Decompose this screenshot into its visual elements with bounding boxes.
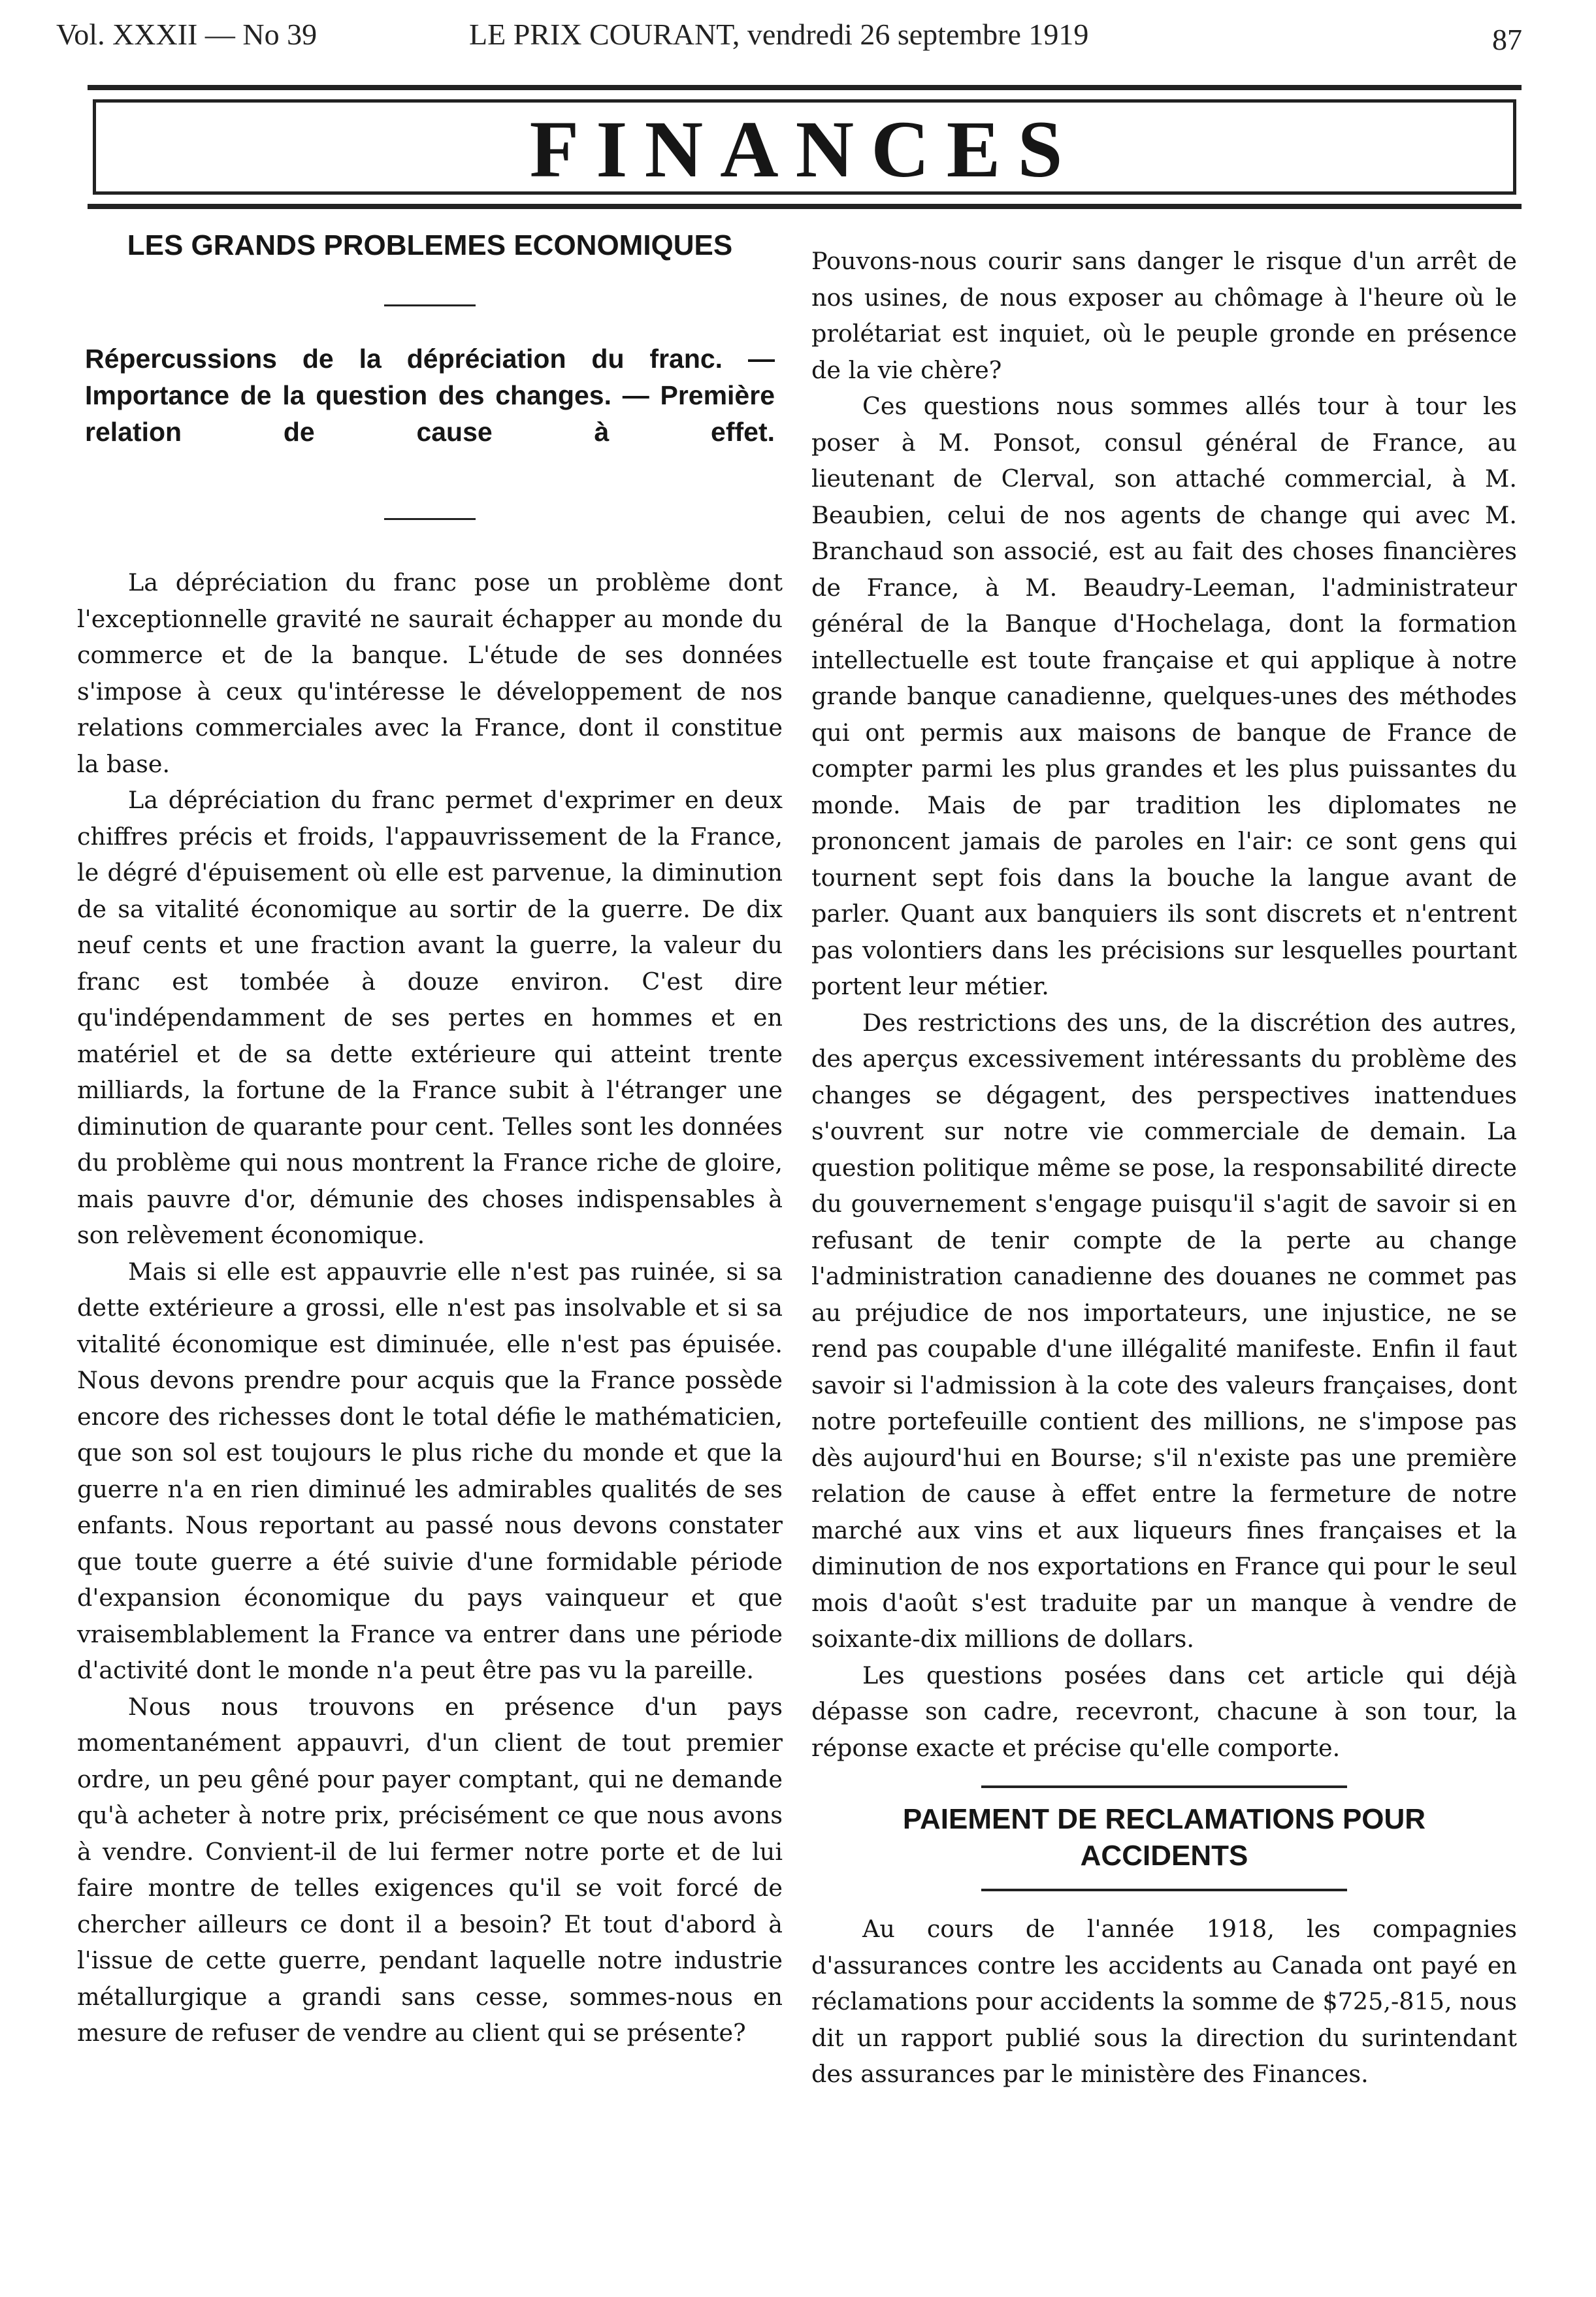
paragraph: Les questions posées dans cet article qui déjà dépasse son cadre, recevront, chacune à son tour, la réponse exacte et précise qu'elle comporte. [811, 1661, 1517, 1762]
article-title-2: PAIEMENT DE RECLAMATIONS POUR ACCIDENTS [902, 1803, 1426, 1872]
paragraph: Nous nous trouvons en présence d'un pays momentanément appauvri, d'un client de tout premier ordre, un peu gêné pour payer comptant, qui ne demande qu'à acheter à notre prix, précisément ce que nous avons à vendre. Convient-il de lui fermer notre porte et de lui faire montre de telles exigences qu'il se voit forcé de chercher ailleurs ce dont il a besoin? Et tout d'abord à l'issue de cette guerre, pendant laquelle notre industrie métallurgique a grandi sans cesse, sommes-nous en mesure de refuser de vendre au client qui se présente? [77, 1692, 783, 2047]
running-head [0, 17, 1596, 56]
paragraph: Au cours de l'année 1918, les compagnies d'assurances contre les accidents au Canada ont payé en réclamations pour accidents la somme de $725,-815, nous dit un rapport publié sous la direction du surintendant des assurances par le ministère des Finances. [811, 1915, 1517, 2088]
right-column [811, 222, 1517, 2093]
paragraph: La dépréciation du franc pose un problème dont l'exceptionnelle gravité ne saurait échapper au monde du commerce et de la banque. L'étude de ses données s'impose à ceux qu'intéresse le développement de nos relations commerciales avec la France, dont il constitue la base. [77, 568, 783, 778]
divider [981, 1785, 1347, 1788]
section-title: FINANCES [529, 105, 1080, 194]
section-banner [88, 85, 1522, 209]
article-body-right [811, 243, 1517, 1766]
volume-number: Vol. XXXII — No 39 [56, 18, 318, 51]
article-subtitle: Répercussions de la dépréciation du franc. — Importance de la question des changes. — Première relation de cause à effet. [85, 344, 775, 447]
paragraph: Pouvons-nous courir sans danger le risque d'un arrêt de nos usines, de nous exposer au chômage à l'heure où le prolétariat est inquiet, où le peuple gronde en présence de la vie chère? [811, 247, 1517, 384]
paragraph: La dépréciation du franc permet d'exprimer en deux chiffres précis et froids, l'appauvrissement de la France, le dégré d'épuisement où elle est parvenue, la diminution de sa vitalité économique au sortir de la guerre. De dix neuf cents et une fraction avant la guerre, la valeur du franc est tombée à douze environ. C'est dire qu'indépendamment de ses pertes en hommes et en matériel et de sa dette extérieure qui atteint trente milliards, la fortune de la France subit à l'étranger une diminution de quarante pour cent. Telles sont les données du problème qui nous montrent la France riche de gloire, mais pauvre d'or, démunie des choses indispensables à son relèvement économique. [77, 786, 783, 1249]
divider [384, 304, 476, 306]
paragraph: Ces questions nous sommes allés tour à tour les poser à M. Ponsot, consul général de France, au lieutenant de Clerval, son attaché commercial, à M. Beaubien, celui de nos agents de change qui avec M. Branchaud son associé, est au fait des choses financières de France, à M. Beaudry-Leeman, l'administrateur général de la Banque d'Hochelaga, dont la formation intellectuelle est toute française et qui applique à notre grande banque canadienne, quelques-unes des méthodes qui ont permis aux maisons de banque de France de compter parmi les plus grandes et les plus puissantes du monde. Mais de par tradition les diplomates ne prononcent jamais de paroles en l'air: ce sont gens qui tournent sept fois dans la bouche la langue avant de parler. Quant aux banquiers ils sont discrets et n'entrent pas volontiers dans les précisions sur lesquelles pourtant portent leur métier. [811, 392, 1517, 1000]
paragraph: Mais si elle est appauvrie elle n'est pas ruinée, si sa dette extérieure a grossi, elle n'est pas insolvable et si sa vitalité économique est diminuée, elle n'est pas épuisée. Nous devons prendre pour acquis que la France possède encore des richesses dont le total défie le mathématicien, que son sol est toujours le plus riche du monde et que la guerre n'a en rien diminué les admirables qualités de ses enfants. Nous reportant au passé nous devons constater que toute guerre a été suivie d'une formidable période d'expansion économique du pays vainqueur et que vraisemblablement la France va entrer dans une période d'activité dont le monde n'a peut être pas vu la pareille. [77, 1257, 783, 1684]
paragraph: Des restrictions des uns, de la discrétion des autres, des aperçus excessivement intéressants du problème des changes se dégagent, des perspectives inattendues s'ouvrent sur notre vie commerciale de demain. La question politique même se pose, la responsabilité directe du gouvernement s'engage puisqu'il s'agit de savoir si en refusant de tenir compte de la perte au change l'administration canadienne des douanes ne commet pas au préjudice de nos importateurs, une injustice, ne se rend pas coupable d'une illégalité manifeste. Enfin il faut savoir si l'admission à la cote des valeurs françaises, dont notre portefeuille contient des millions, ne s'impose pas dès aujourd'hui en Bourse; s'il n'existe pas une première relation de cause à effet entre la fermeture de notre marché aux vins et aux liqueurs fines françaises et la diminution de nos exportations en France qui pour le seul mois d'août s'est traduite par un manque à vendre de soixante-dix millions de dollars. [811, 1008, 1517, 1653]
page-number: 87 [1492, 23, 1522, 56]
article-body-left [77, 564, 783, 2051]
left-column [77, 222, 783, 2051]
divider [981, 1889, 1347, 1891]
article-title: LES GRANDS PROBLEMES ECONOMIQUES [127, 229, 733, 261]
section-banner-frame [93, 99, 1516, 195]
divider [384, 518, 476, 520]
journal-dateline: LE PRIX COURANT, vendredi 26 septembre 1919 [469, 18, 1089, 51]
